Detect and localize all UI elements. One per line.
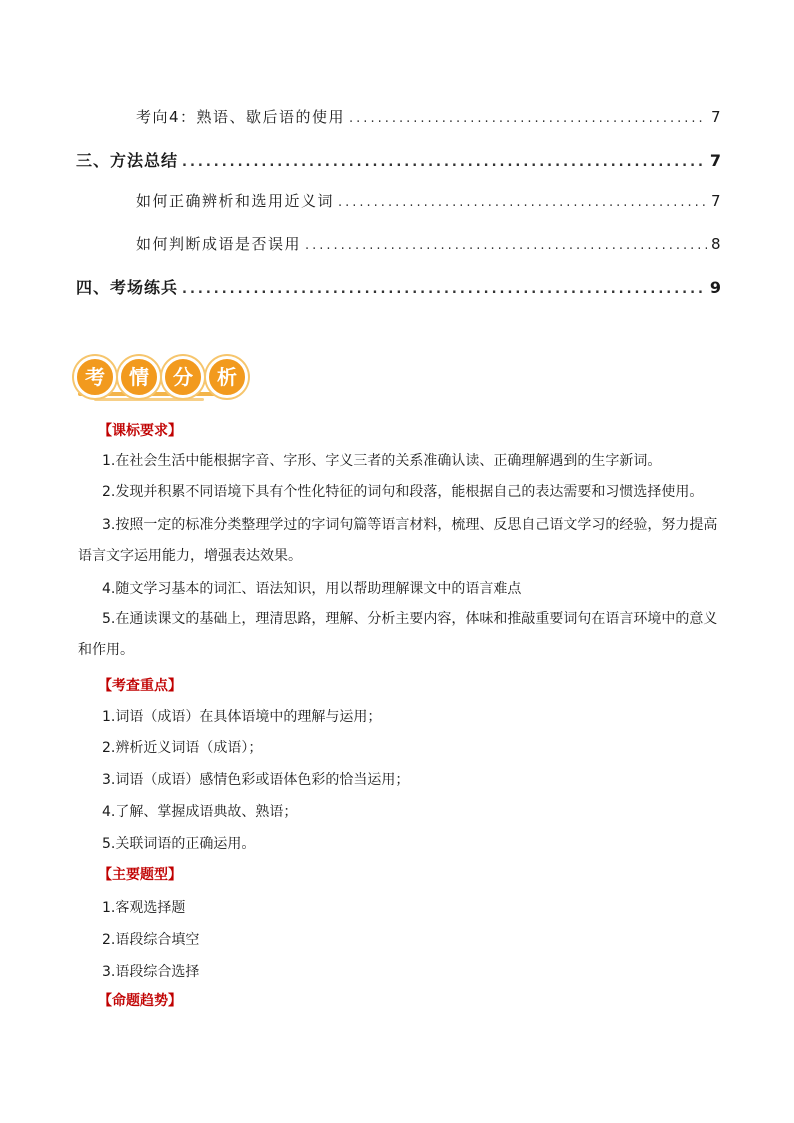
list-item: 3.词语（成语）感情色彩或语体色彩的恰当运用； — [102, 772, 410, 788]
section-badge — [74, 356, 237, 406]
toc-entry[interactable] — [136, 233, 722, 254]
list-item: 1.词语（成语）在具体语境中的理解与运用； — [102, 709, 382, 725]
list-item: 2.发现并积累不同语境下具有个性化特征的词句和段落，能根据自己的表达需要和习惯选择使用。 — [102, 484, 704, 500]
list-item: 4.了解、掌握成语典故、熟语； — [102, 804, 298, 820]
badge-char: 考 — [74, 356, 116, 398]
toc-entry-page: 7 — [710, 192, 722, 210]
toc-entry[interactable] — [136, 190, 722, 211]
toc-entry[interactable] — [76, 148, 722, 171]
toc-entry-label: 三、方法总结 — [76, 151, 179, 170]
badge-char: 分 — [162, 356, 204, 398]
section-heading: 【命题趋势】 — [98, 993, 182, 1009]
list-item: 1.在社会生活中能根据字音、字形、字义三者的关系准确认读、正确理解遇到的生字新词。 — [102, 453, 662, 469]
list-item: 5.关联词语的正确运用。 — [102, 836, 256, 852]
section-heading: 【考查重点】 — [98, 678, 182, 694]
list-item: 3.按照一定的标准分类整理学过的字词句篇等语言材料，梳理、反思自己语文学习的经验，努力提高语言文字运用能力，增强表达效果。 — [78, 517, 718, 564]
toc-entry-page: 7 — [710, 108, 722, 126]
toc-entry[interactable] — [76, 275, 722, 298]
section-heading: 【课标要求】 — [98, 423, 182, 439]
badge-char: 情 — [118, 356, 160, 398]
toc-entry-page: 8 — [710, 235, 722, 253]
list-item: 3.语段综合选择 — [102, 964, 200, 980]
toc-entry-label: 如何判断成语是否误用 — [136, 235, 302, 253]
toc-leader-dots — [305, 238, 707, 253]
list-item: 4.随文学习基本的词汇、语法知识，用以帮助理解课文中的语言难点 — [102, 581, 522, 597]
list-item: 5.在通读课文的基础上，理清思路，理解、分析主要内容，体味和推敲重要词句在语言环境中的意义和作用。 — [78, 611, 718, 658]
list-item: 2.语段综合填空 — [102, 932, 200, 948]
toc-leader-dots — [338, 195, 707, 210]
section-heading: 【主要题型】 — [98, 867, 182, 883]
badge-char: 析 — [206, 356, 248, 398]
toc-entry-label: 考向4：熟语、歇后语的使用 — [136, 108, 346, 126]
badge-ribbon-shadow — [94, 398, 204, 401]
toc-entry[interactable] — [136, 106, 722, 127]
list-item: 2.辨析近义词语（成语）； — [102, 740, 263, 756]
toc-entry-label: 如何正确辨析和选用近义词 — [136, 192, 335, 210]
toc-entry-page: 9 — [709, 278, 722, 297]
toc-leader-dots — [182, 282, 706, 297]
toc-leader-dots — [349, 111, 707, 126]
badge-chars — [74, 356, 248, 398]
toc-entry-label: 四、考场练兵 — [76, 278, 179, 297]
toc-entry-page: 7 — [709, 151, 722, 170]
list-item: 1.客观选择题 — [102, 900, 186, 916]
toc-leader-dots — [182, 155, 706, 170]
